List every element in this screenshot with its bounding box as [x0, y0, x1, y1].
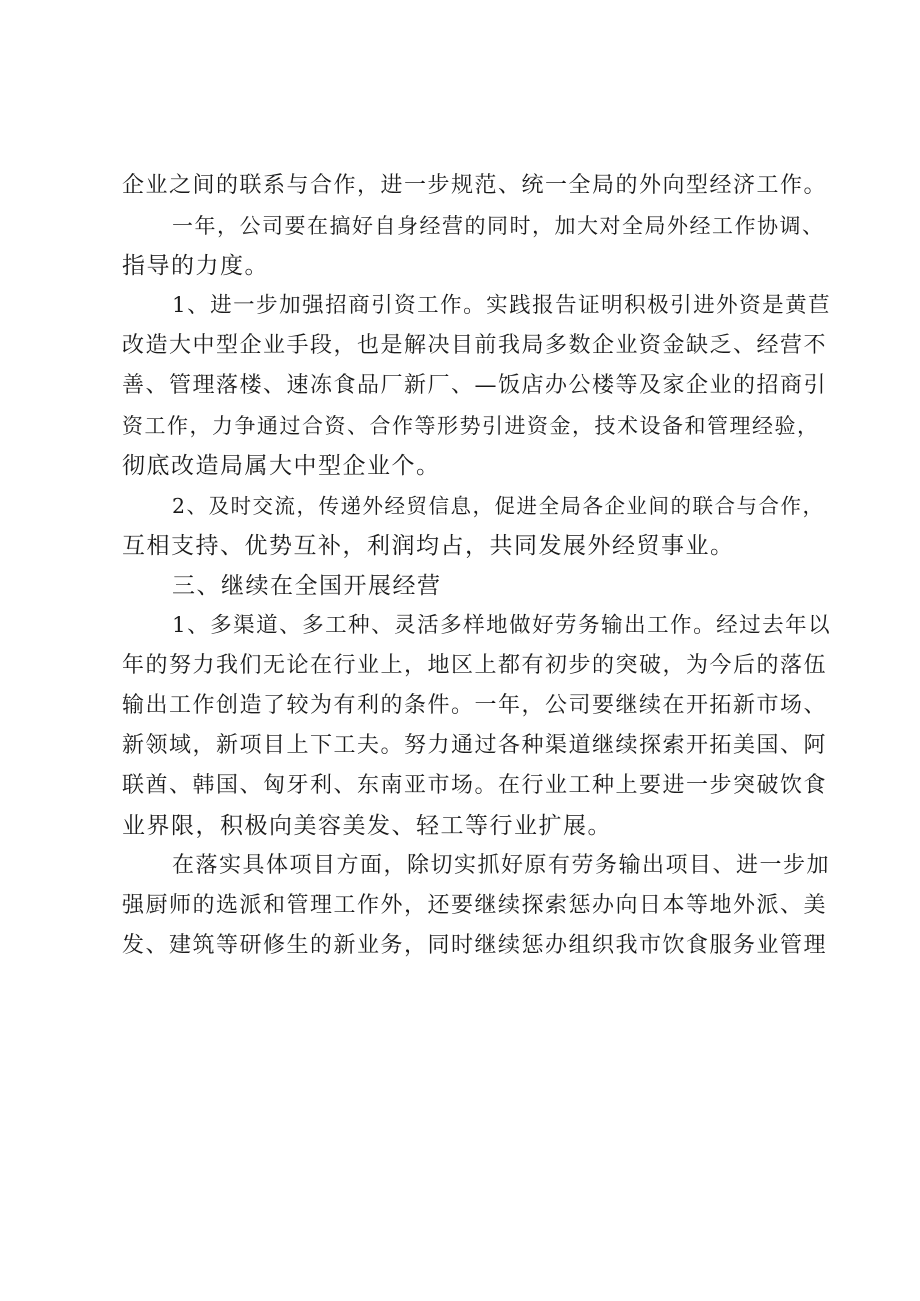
text-line: 联酋、韩国、匈牙利、东南亚市场。在行业工种上要进一步突破饮食 — [122, 773, 828, 798]
text-line: 发、建筑等研修生的新业务，同时继续惩办组织我市饮食服务业管理 — [122, 933, 828, 958]
text-line: 1、多渠道、多工种、灵活多样地做好劳务输出工作。经过去年以 — [172, 613, 832, 638]
text-line: 企业之间的联系与合作，进一步规范、统一全局的外向型经济工作。 — [122, 173, 828, 198]
text-line: 资工作，力争通过合资、合作等形势引进资金，技术设备和管理经验， — [122, 414, 820, 438]
section-heading: 三、继续在全国开展经营 — [172, 573, 442, 599]
text-line: 善、管理落楼、速冻食品厂新厂、—饭店办公楼等及家企业的招商引 — [122, 373, 828, 398]
document-body — [122, 166, 832, 966]
text-line: 彻底改造局属大中型企业个。 — [122, 453, 441, 479]
text-line: 在落实具体项目方面，除切实抓好原有劳务输出项目、进一步加 — [172, 853, 831, 878]
text-line: 1、进一步加强招商引资工作。实践报告证明积极引进外资是黄苣 — [172, 293, 832, 318]
text-line: 改造大中型企业手段，也是解决目前我局多数企业资金缺乏、经营不 — [122, 333, 828, 358]
text-line: 指导的力度。 — [122, 253, 269, 279]
text-line: 新领域，新项目上下工夫。努力通过各种渠道继续探索开拓美国、阿 — [122, 733, 828, 758]
text-line: 互相支持、优势互补，利润均占，共同发展外经贸事业。 — [122, 533, 735, 559]
text-line: 业界限，积极向美容美发、轻工等行业扩展。 — [122, 813, 612, 839]
text-line: 强厨师的选派和管理工作外，还要继续探索惩办向日本等地外派、美 — [122, 893, 828, 918]
text-line: 2、及时交流，传递外经贸信息，促进全局各企业间的联合与合作， — [172, 494, 825, 518]
text-line: 年的努力我们无论在行业上，地区上都有初步的突破，为今后的落伍 — [122, 653, 828, 678]
text-line: 输出工作创造了较为有利的条件。一年，公司要继续在开拓新市场、 — [122, 693, 828, 718]
text-line: 一年，公司要在搞好自身经营的同时，加大对全局外经工作协调、 — [172, 214, 825, 238]
